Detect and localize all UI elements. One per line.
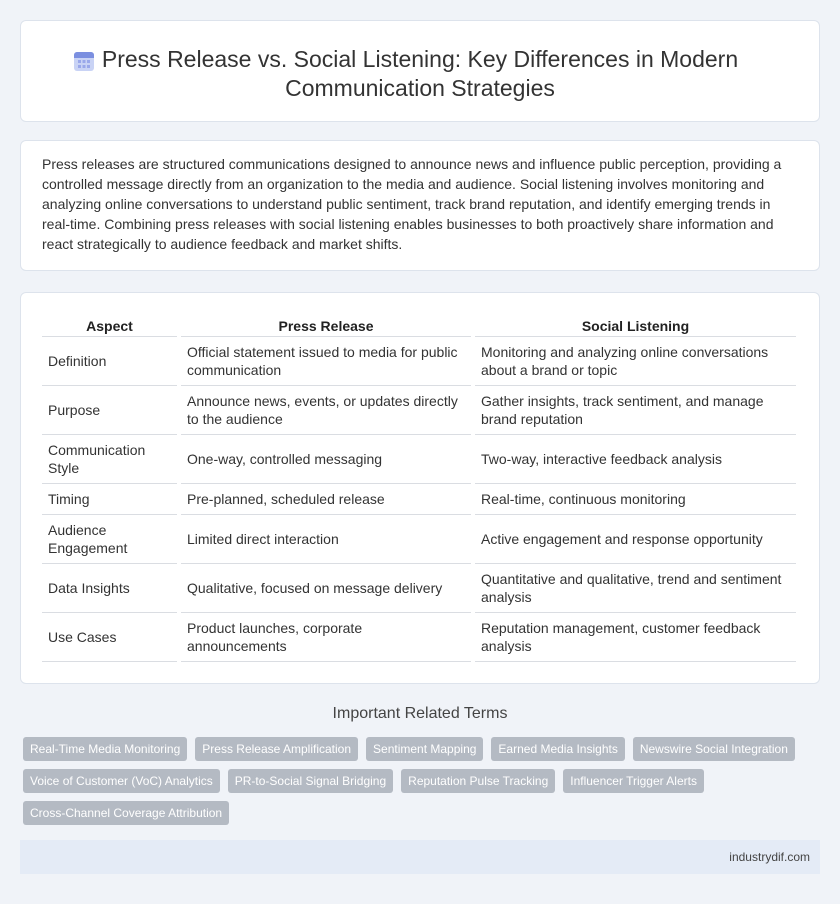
header-press-release: Press Release	[181, 313, 471, 337]
cell-aspect: Definition	[42, 337, 177, 386]
related-term-tag[interactable]: Voice of Customer (VoC) Analytics	[23, 769, 220, 793]
comparison-card	[20, 292, 820, 684]
table-row	[42, 484, 796, 515]
related-term-tag[interactable]: Cross-Channel Coverage Attribution	[23, 801, 229, 825]
cell-press-release: Limited direct interaction	[181, 515, 471, 564]
cell-press-release: One-way, controlled messaging	[181, 435, 471, 484]
related-term-tag[interactable]: Real-Time Media Monitoring	[23, 737, 187, 761]
footer	[20, 840, 820, 874]
related-term-tag[interactable]: Influencer Trigger Alerts	[563, 769, 704, 793]
table-row	[42, 515, 796, 564]
cell-social-listening: Active engagement and response opportunity	[475, 515, 796, 564]
related-term-tag[interactable]: Reputation Pulse Tracking	[401, 769, 555, 793]
table-row	[42, 435, 796, 484]
related-terms-title: Important Related Terms	[332, 705, 508, 722]
cell-press-release: Announce news, events, or updates directly to the audience	[181, 386, 471, 435]
table-row	[42, 386, 796, 435]
comparison-table	[38, 313, 800, 662]
cell-aspect: Communication Style	[42, 435, 177, 484]
header-aspect: Aspect	[42, 313, 177, 337]
cell-press-release: Official statement issued to media for public communication	[181, 337, 471, 386]
cell-social-listening: Reputation management, customer feedback analysis	[475, 613, 796, 662]
table-row	[42, 564, 796, 613]
cell-social-listening: Real-time, continuous monitoring	[475, 484, 796, 515]
cell-aspect: Use Cases	[42, 613, 177, 662]
related-term-tag[interactable]: Newswire Social Integration	[633, 737, 795, 761]
page-title: Press Release vs. Social Listening: Key Differences in Modern Communication Strategies	[101, 46, 739, 101]
cell-press-release: Qualitative, focused on message delivery	[181, 564, 471, 613]
cell-social-listening: Quantitative and qualitative, trend and sentiment analysis	[475, 564, 796, 613]
footer-site-link[interactable]: industrydif.com	[729, 850, 810, 864]
cell-aspect: Data Insights	[42, 564, 177, 613]
related-term-tag[interactable]: Press Release Amplification	[195, 737, 358, 761]
table-row	[42, 613, 796, 662]
cell-social-listening: Gather insights, track sentiment, and manage brand reputation	[475, 386, 796, 435]
related-terms-list	[23, 737, 823, 825]
intro-text: Press releases are structured communications designed to announce news and influence public perception, providing a controlled message directly from an organization to the media and audience. Social listening involves monitoring and analyzing online conversations to understand public sentiment, track brand reputation, and identify emerging trends in real-time. Combining press releases with social listening enables businesses to both proactively share information and react strategically to audience feedback and market shifts.	[42, 156, 782, 252]
cell-press-release: Product launches, corporate announcements	[181, 613, 471, 662]
cell-press-release: Pre-planned, scheduled release	[181, 484, 471, 515]
cell-aspect: Purpose	[42, 386, 177, 435]
intro-card	[20, 140, 820, 271]
table-header-row	[42, 313, 796, 337]
header-social-listening: Social Listening	[475, 313, 796, 337]
table-row	[42, 337, 796, 386]
cell-aspect: Audience Engagement	[42, 515, 177, 564]
cell-social-listening: Monitoring and analyzing online conversations about a brand or topic	[475, 337, 796, 386]
related-term-tag[interactable]: Earned Media Insights	[491, 737, 624, 761]
cell-social-listening: Two-way, interactive feedback analysis	[475, 435, 796, 484]
header-card	[20, 20, 820, 122]
cell-aspect: Timing	[42, 484, 177, 515]
related-term-tag[interactable]: PR-to-Social Signal Bridging	[228, 769, 393, 793]
related-term-tag[interactable]: Sentiment Mapping	[366, 737, 483, 761]
